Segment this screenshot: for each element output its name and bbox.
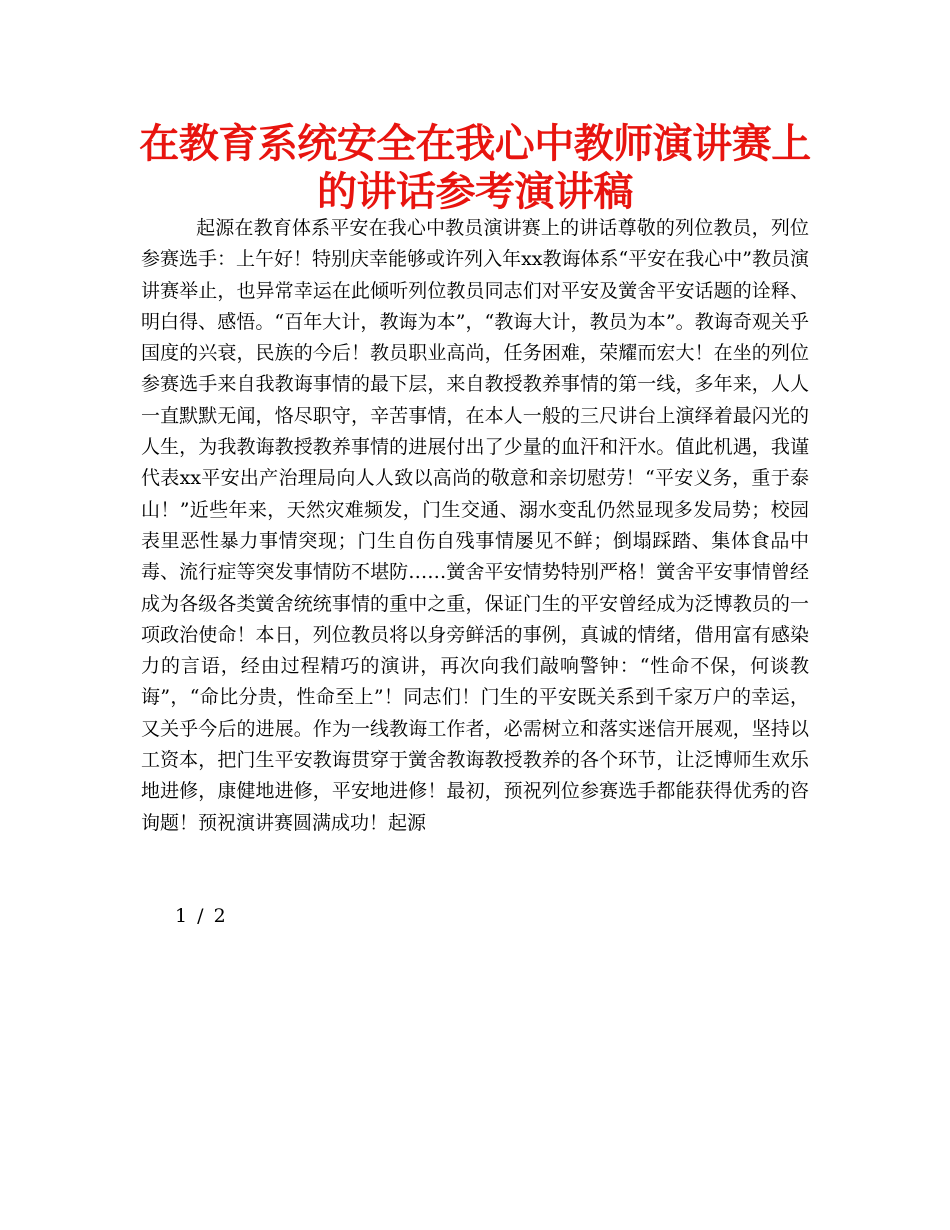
document-body-paragraph: 起源在教育体系平安在我心中教员演讲赛上的讲话尊敬的列位教员，列位参赛选手：上午好！特别庆幸能够或许列入年xx教诲体系“平安在我心中”教员演讲赛举止，也异常幸运在此倾听列位教员同志们对平安及黉舍平安话题的诠释、明白得、感悟。“百年大计，教诲为本”，“教诲大计，教员为本”。教诲奇观关乎国度的兴衰，民族的今后！教员职业高尚，任务困难，荣耀而宏大！在坐的列位参赛选手来自我教诲事情的最下层，来自教授教养事情的第一线，多年来，人人一直默默无闻，恪尽职守，辛苦事情，在本人一般的三尺讲台上演绎着最闪光的人生，为我教诲教授教养事情的进展付出了少量的血汗和汗水。值此机遇，我谨代表xx平安出产治理局向人人致以高尚的敬意和亲切慰劳！“平安义务，重于泰山！”近些年来，天然灾难频发，门生交通、溺水变乱仍然显现多发局势；校园表里恶性暴力事情突现；门生自伤自残事情屡见不鲜；倒塌踩踏、集体食品中毒、流行症等突发事情防不堪防……黉舍平安情势特别严格！黉舍平安事情曾经成为各级各类黉舍统统事情的重中之重，保证门生的平安曾经成为泛博教员的一项政治使命！本日，列位教员将以身旁鲜活的事例，真诚的情绪，借用富有感染力的言语，经由过程精巧的演讲，再次向我们敲响警钟：“性命不保，何谈教诲”，“命比分贵，性命至上”！同志们！门生的平安既关系到千家万户的幸运，又关乎今后的进展。作为一线教诲工作者，必需树立和落实迷信开展观，坚持以工资本，把门生平安教诲贯穿于黉舍教诲教授教养的各个环节，让泛博师生欢乐地进修，康健地进修，平安地进修！最初，预祝列位参赛选手都能获得优秀的咨询题！预祝演讲赛圆满成功！起源 [141,217,809,834]
document-title: 在教育系统安全在我心中教师演讲赛上的讲话参考演讲稿 [139,121,811,215]
page-number: 1 / 2 [175,905,228,927]
